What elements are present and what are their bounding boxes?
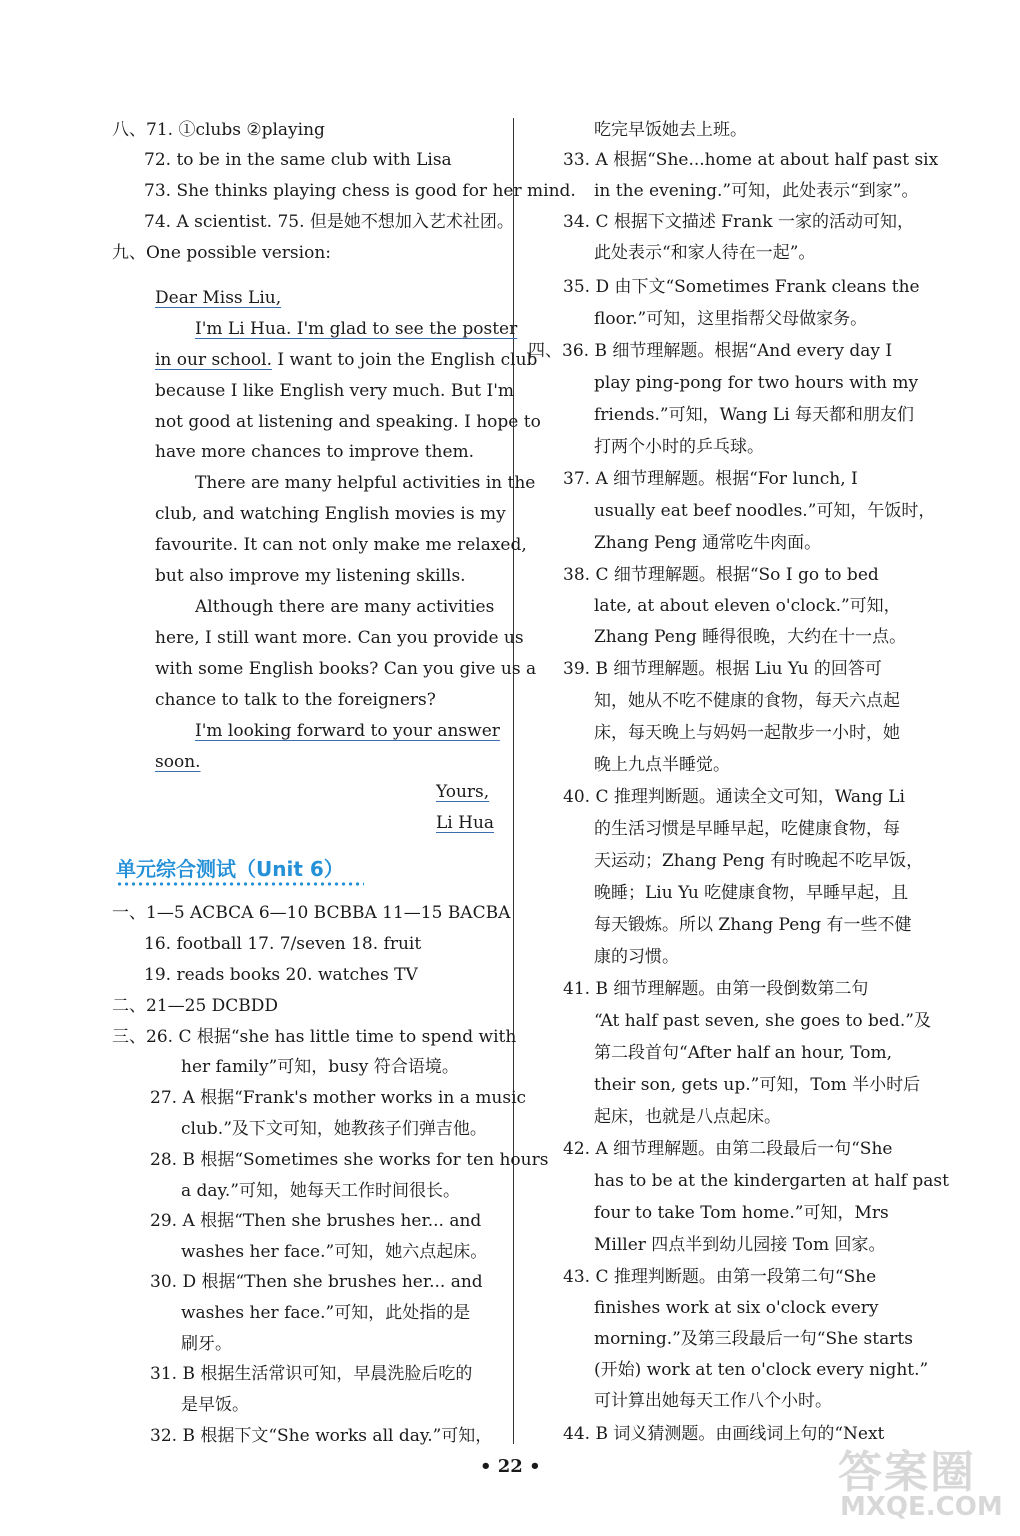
answer-43-cont: (开始) work at ten o'clock every night.” <box>594 1360 929 1380</box>
answer-36: 四、36. B 细节理解题。根据“And every day I <box>528 341 893 361</box>
answer-42-cont: Miller 四点半到幼儿园接 Tom 回家。 <box>594 1235 886 1255</box>
answer-27: 27. A 根据“Frank's mother works in a music <box>150 1088 527 1108</box>
answer-30: 30. D 根据“Then she brushes her... and <box>150 1272 483 1292</box>
letter-line: with some English books? Can you give us a <box>155 659 537 679</box>
watermark-title: 答案圈 <box>838 1447 976 1498</box>
answer-40-cont: 康的习惯。 <box>594 947 679 967</box>
answer-37-cont: Zhang Peng 通常吃牛肉面。 <box>594 533 822 553</box>
answer-34-cont: 此处表示“和家人待在一起”。 <box>594 243 816 263</box>
answer-28: 28. B 根据“Sometimes she works for ten hours <box>150 1150 549 1170</box>
answer-41: 41. B 细节理解题。由第一段倒数第二句 <box>563 979 869 999</box>
letter-line <box>155 348 537 372</box>
answer-32-cont: 吃完早饭她去上班。 <box>594 120 747 140</box>
answer-21-25: 二、21—25 DCBDD <box>112 996 279 1016</box>
answer-74-75: 74. A scientist. 75. 但是她不想加入艺术社团。 <box>144 212 514 232</box>
answer-31-cont: 是早饭。 <box>181 1395 249 1415</box>
answer-19-20: 19. reads books 20. watches TV <box>144 965 418 985</box>
answer-37: 37. A 细节理解题。根据“For lunch, I <box>563 469 858 489</box>
answer-40: 40. C 推理判断题。通读全文可知，Wang Li <box>563 787 905 807</box>
answer-40-cont: 的生活习惯是早睡早起，吃健康食物，每 <box>594 819 900 839</box>
answer-71: 八、71. ①clubs ②playing <box>112 120 325 140</box>
letter-signature: Li Hua <box>436 813 495 833</box>
section-9-heading: 九、One possible version: <box>112 243 331 263</box>
letter-line: here, I still want more. Can you provide us <box>155 628 524 648</box>
answer-41-cont: their son, gets up.”可知，Tom 半小时后 <box>594 1075 921 1095</box>
letter-line: not good at listening and speaking. I hope to <box>155 412 541 432</box>
answer-16-18: 16. football 17. 7/seven 18. fruit <box>144 934 422 954</box>
answer-36-cont: 打两个小时的乒乓球。 <box>594 437 764 457</box>
watermark-logo <box>838 1436 1008 1528</box>
answer-27-cont: club.”及下文可知，她教孩子们弹吉他。 <box>181 1119 487 1139</box>
answer-73: 73. She thinks playing chess is good for her mind. <box>144 181 576 201</box>
answer-31: 31. B 根据生活常识可知，早晨洗脸后吃的 <box>150 1364 473 1384</box>
answer-35: 35. D 由下文“Sometimes Frank cleans the <box>563 277 920 297</box>
answer-26: 三、26. C 根据“she has little time to spend with <box>112 1027 517 1047</box>
letter-line: Although there are many activities <box>195 597 495 617</box>
answer-26-cont: her family”可知，busy 符合语境。 <box>181 1057 459 1077</box>
answer-42-cont: has to be at the kindergarten at half past <box>594 1171 949 1191</box>
answer-41-cont: “At half past seven, she goes to bed.”及 <box>594 1011 931 1031</box>
letter-greeting: Dear Miss Liu, <box>155 288 282 308</box>
letter-line: because I like English very much. But I'm <box>155 381 515 401</box>
letter-closing: Yours, <box>436 782 490 802</box>
answer-38: 38. C 细节理解题。根据“So I go to bed <box>563 565 879 585</box>
answer-38-cont: late, at about eleven o'clock.”可知， <box>594 596 901 616</box>
letter-line: favourite. It can not only make me relaxed, <box>155 535 527 555</box>
answer-33: 33. A 根据“She...home at about half past six <box>563 150 939 170</box>
answer-40-cont: 天运动；Zhang Peng 有时晚起不吃早饭， <box>594 851 924 871</box>
page-number: • 22 • <box>480 1456 541 1477</box>
answer-29-cont: washes her face.”可知，她六点起床。 <box>181 1242 488 1262</box>
answer-37-cont: usually eat beef noodles.”可知，午饭时， <box>594 501 936 521</box>
answer-72: 72. to be in the same club with Lisa <box>144 150 452 170</box>
watermark-url: MXQE.COM <box>840 1492 1003 1522</box>
answer-36-cont: play ping-pong for two hours with my <box>594 373 919 393</box>
heading-dotted-underline <box>116 882 364 886</box>
answer-38-cont: Zhang Peng 睡得很晚，大约在十一点。 <box>594 627 907 647</box>
letter-line: soon. <box>155 752 201 772</box>
answer-42: 42. A 细节理解题。由第二段最后一句“She <box>563 1139 893 1159</box>
unit-test-heading: 单元综合测试（Unit 6） <box>116 857 344 881</box>
answer-43-cont: 可计算出她每天工作八个小时。 <box>594 1391 832 1411</box>
answer-32: 32. B 根据下文“She works all day.”可知， <box>150 1426 493 1446</box>
letter-line: but also improve my listening skills. <box>155 566 466 586</box>
answer-43-cont: finishes work at six o'clock every <box>594 1298 879 1318</box>
letter-underlined-fragment: in our school. <box>155 350 273 370</box>
letter-line: chance to talk to the foreigners? <box>155 690 436 710</box>
answer-42-cont: four to take Tom home.”可知，Mrs <box>594 1203 889 1223</box>
letter-fragment: I want to join the English club <box>272 350 538 370</box>
letter-line: I'm Li Hua. I'm glad to see the poster <box>195 319 518 339</box>
answer-40-cont: 每天锻炼。所以 Zhang Peng 有一些不健 <box>594 915 912 935</box>
answer-29: 29. A 根据“Then she brushes her... and <box>150 1211 482 1231</box>
answer-41-cont: 第二段首句“After half an hour, Tom, <box>594 1043 893 1063</box>
letter-line: There are many helpful activities in the <box>195 473 536 493</box>
answer-35-cont: floor.”可知，这里指帮父母做家务。 <box>594 309 868 329</box>
letter-line: have more chances to improve them. <box>155 442 475 462</box>
answer-39-cont: 晚上九点半睡觉。 <box>594 755 730 775</box>
answer-34: 34. C 根据下文描述 Frank 一家的活动可知， <box>563 212 914 232</box>
answer-43: 43. C 推理判断题。由第一段第二句“She <box>563 1267 877 1287</box>
letter-line: I'm looking forward to your answer <box>195 721 500 741</box>
answer-33-cont: in the evening.”可知，此处表示“到家”。 <box>594 181 919 201</box>
answer-44: 44. B 词义猜测题。由画线词上句的“Next <box>563 1424 885 1444</box>
answer-39-cont: 知，她从不吃不健康的食物，每天六点起 <box>594 691 900 711</box>
answer-30-cont: washes her face.”可知，此处指的是 <box>181 1303 471 1323</box>
answer-40-cont: 晚睡；Liu Yu 吃健康食物，早睡早起，且 <box>594 883 909 903</box>
answer-30-cont: 刷牙。 <box>181 1334 232 1354</box>
answer-28-cont: a day.”可知，她每天工作时间很长。 <box>181 1181 460 1201</box>
answer-39: 39. B 细节理解题。根据 Liu Yu 的回答可 <box>563 659 882 679</box>
answer-39-cont: 床，每天晚上与妈妈一起散步一小时，她 <box>594 723 900 743</box>
answer-1-15: 一、1—5 ACBCA 6—10 BCBBA 11—15 BACBA <box>112 903 511 923</box>
answer-36-cont: friends.”可知，Wang Li 每天都和朋友们 <box>594 405 915 425</box>
letter-line: club, and watching English movies is my <box>155 504 506 524</box>
answer-41-cont: 起床，也就是八点起床。 <box>594 1107 781 1127</box>
answer-43-cont: morning.”及第三段最后一句“She starts <box>594 1329 913 1349</box>
